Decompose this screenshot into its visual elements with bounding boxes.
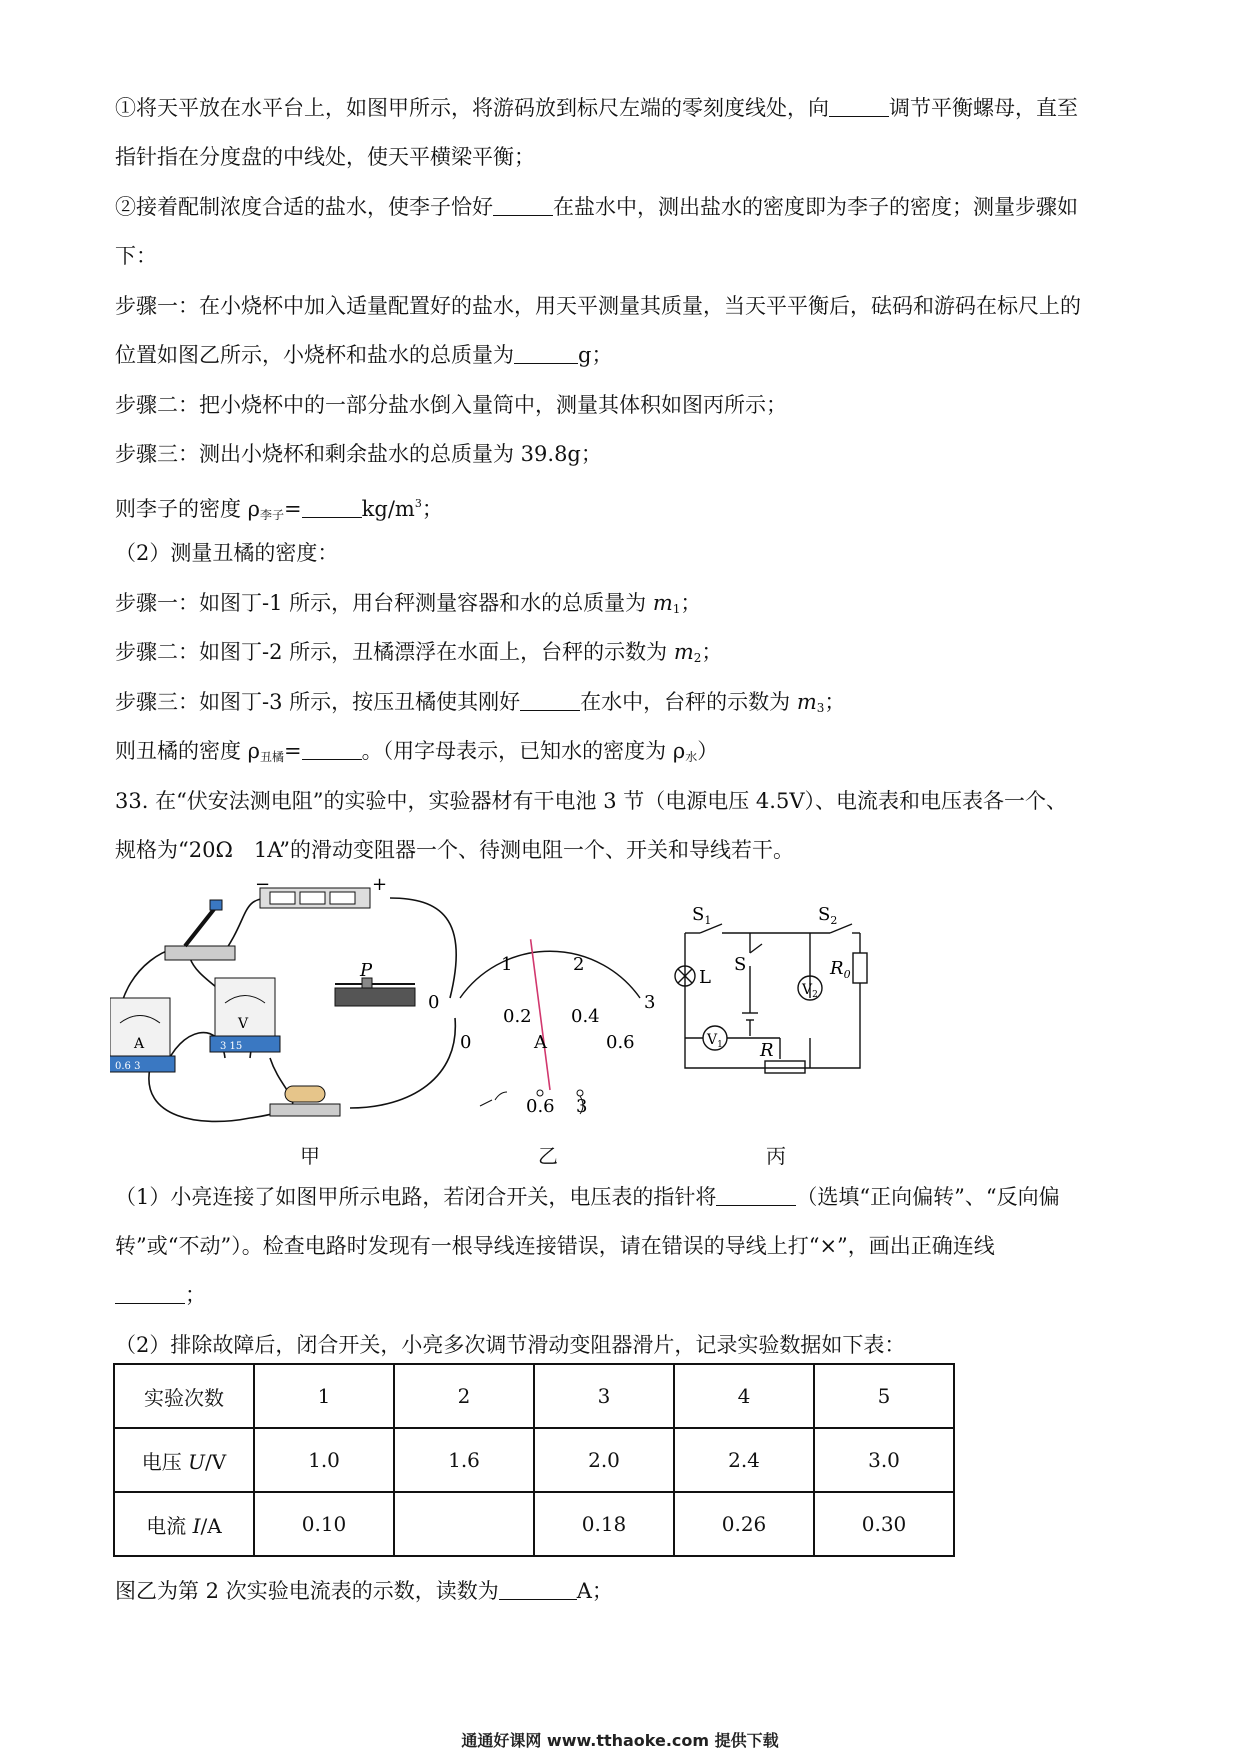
label-variable: I bbox=[192, 1513, 201, 1538]
switch bbox=[165, 900, 235, 960]
wire bbox=[270, 1058, 293, 1110]
table-cell: 2.0 bbox=[534, 1428, 674, 1492]
dial-upper-tick-3: 3 bbox=[644, 992, 656, 1013]
s1-label bbox=[692, 904, 711, 927]
ammeter-terminals: 0.6 3 bbox=[115, 1061, 141, 1072]
text-line-4: 下： bbox=[115, 244, 157, 268]
text-segment: = bbox=[284, 497, 302, 521]
dial-lower-tick-1: 0.2 bbox=[503, 1006, 532, 1027]
label-text: 电压 bbox=[141, 1449, 189, 1474]
table-cell: 1.6 bbox=[394, 1428, 534, 1492]
subscript: 1 bbox=[672, 602, 681, 616]
text-line-7: 步骤二：把小烧杯中的一部分盐水倒入量筒中，测量其体积如图丙所示； bbox=[115, 393, 787, 417]
text-line-3 bbox=[115, 192, 1125, 222]
s1-letter: S bbox=[692, 904, 705, 925]
answer-blank[interactable] bbox=[829, 96, 889, 117]
text-segment: 在水中，台秤的示数为 bbox=[580, 690, 797, 714]
wire bbox=[149, 1068, 290, 1121]
text-segment: 。（用字母表示，已知水的密度为 ρ bbox=[361, 739, 686, 763]
text-segment: kg/m bbox=[361, 497, 415, 521]
table-cell: 实验次数 bbox=[114, 1364, 254, 1428]
text-segment: 则李子的密度 ρ bbox=[115, 497, 261, 521]
text-segment: 图乙为第 2 次实验电流表的示数，读数为 bbox=[115, 1579, 499, 1603]
text-line-13 bbox=[115, 687, 1125, 723]
text-line-19 bbox=[115, 1280, 1125, 1310]
table-cell: 2.4 bbox=[674, 1428, 814, 1492]
text-segment: 步骤三：如图丁-3 所示，按压丑橘使其刚好 bbox=[115, 690, 521, 714]
row-label-voltage bbox=[114, 1428, 254, 1492]
text-segment: （选填“正向偏转”、“反向偏 bbox=[796, 1185, 1060, 1209]
table-cell: 3.0 bbox=[814, 1428, 954, 1492]
dial-upper-tick-0: 0 bbox=[428, 992, 440, 1013]
answer-blank[interactable] bbox=[115, 1283, 185, 1304]
table-row bbox=[114, 1428, 954, 1492]
answer-blank[interactable] bbox=[520, 690, 580, 711]
r0-sub: 0 bbox=[843, 968, 851, 981]
text-segment: 在盐水中，测出盐水的密度即为李子的密度；测量步骤如 bbox=[553, 195, 1078, 219]
dial-pointer bbox=[531, 939, 550, 1090]
wire bbox=[350, 1018, 455, 1108]
text-segment: ； bbox=[701, 640, 723, 664]
variable: m bbox=[796, 690, 817, 714]
s2-sub: 2 bbox=[830, 914, 838, 927]
subscript: 2 bbox=[693, 651, 702, 665]
label-text: 电流 bbox=[146, 1513, 193, 1538]
circuit-figure bbox=[110, 878, 990, 1168]
ammeter-dial bbox=[460, 939, 640, 1114]
v1-sub: 1 bbox=[717, 1040, 723, 1050]
s1-sub: 1 bbox=[704, 914, 712, 927]
variable: m bbox=[673, 640, 694, 664]
caption-jia: 甲 bbox=[300, 1144, 320, 1168]
table-cell: 2 bbox=[394, 1364, 534, 1428]
text-line-1 bbox=[115, 93, 1125, 123]
table-cell: 3 bbox=[534, 1364, 674, 1428]
table-cell: 0.30 bbox=[814, 1492, 954, 1556]
answer-blank[interactable] bbox=[499, 1579, 577, 1600]
table-cell: 1.0 bbox=[254, 1428, 394, 1492]
text-segment: 调节平衡螺母，直至 bbox=[889, 96, 1078, 120]
text-segment: ； bbox=[680, 591, 702, 615]
text-segment: ②接着配制浓度合适的盐水，使李子恰好 bbox=[115, 195, 493, 219]
page-footer: 通通好课网 www.tthaoke.com 提供下载 bbox=[461, 1731, 779, 1750]
label-unit: /A bbox=[200, 1513, 222, 1538]
label-unit: /V bbox=[205, 1449, 227, 1474]
table-cell: 0.18 bbox=[534, 1492, 674, 1556]
text-line-6 bbox=[115, 340, 1125, 370]
text-line-15: 33. 在“伏安法测电阻”的实验中，实验器材有干电池 3 节（电源电压 4.5V）、电流表和电压表各一个、 bbox=[115, 789, 1067, 813]
text-line-10: （2）测量丑橘的密度： bbox=[115, 541, 339, 565]
battery-plus: + bbox=[372, 878, 388, 895]
ammeter-label: A bbox=[134, 1036, 145, 1052]
figure-drawing bbox=[110, 878, 990, 1168]
table-cell: 0.26 bbox=[674, 1492, 814, 1556]
voltmeter-terminals: 3 15 bbox=[220, 1041, 243, 1052]
text-line-11 bbox=[115, 588, 1125, 624]
subscript: 丑橘 bbox=[260, 750, 285, 764]
table-cell: 5 bbox=[814, 1364, 954, 1428]
r0-letter: R bbox=[830, 958, 844, 979]
dial-unit: A bbox=[534, 1032, 547, 1053]
table-header-row bbox=[114, 1364, 954, 1428]
answer-blank[interactable] bbox=[514, 343, 578, 364]
text-line-9 bbox=[115, 489, 1125, 530]
answer-blank[interactable] bbox=[716, 1185, 796, 1206]
terminal-3-label: 3 bbox=[576, 1096, 588, 1117]
v2-sub: 2 bbox=[812, 990, 818, 1000]
text-segment: 步骤二：如图丁-2 所示，丑橘漂浮在水面上，台秤的示数为 bbox=[115, 640, 674, 664]
text-segment: ①将天平放在水平台上，如图甲所示，将游码放到标尺左端的零刻度线处，向 bbox=[115, 96, 829, 120]
answer-blank[interactable] bbox=[302, 497, 362, 518]
text-line-2: 指针指在分度盘的中线处，使天平横梁平衡； bbox=[115, 145, 535, 169]
rheostat bbox=[335, 978, 415, 1006]
text-segment: ； bbox=[185, 1283, 206, 1307]
answer-blank[interactable] bbox=[302, 739, 362, 760]
text-line-18: 转”或“不动”）。检查电路时发现有一根导线连接错误，请在错误的导线上打“×”，画出正确连线 bbox=[115, 1234, 995, 1258]
voltmeter-label: V bbox=[238, 1016, 249, 1032]
subscript: 3 bbox=[816, 701, 825, 715]
v2-letter: V bbox=[802, 982, 813, 998]
lamp-label: L bbox=[699, 967, 711, 988]
text-line-21 bbox=[115, 1576, 1125, 1606]
terminal-06-label: 0.6 bbox=[526, 1096, 555, 1117]
label-variable: U bbox=[188, 1449, 206, 1474]
r-label: R bbox=[760, 1040, 774, 1061]
dial-upper-tick-2: 2 bbox=[573, 954, 585, 975]
text-line-16: 规格为“20Ω 1A”的滑动变阻器一个、待测电阻一个、开关和导线若干。 bbox=[115, 838, 795, 862]
battery-minus: − bbox=[255, 878, 271, 895]
s2-label bbox=[818, 904, 837, 927]
table-cell: 0.10 bbox=[254, 1492, 394, 1556]
battery-pack bbox=[260, 888, 370, 908]
v1-letter: V bbox=[707, 1032, 718, 1048]
v2-label bbox=[801, 982, 818, 1000]
superscript: 3 bbox=[414, 497, 422, 510]
text-segment: 则丑橘的密度 ρ bbox=[115, 739, 261, 763]
text-segment: g； bbox=[578, 343, 613, 367]
caption-yi: 乙 bbox=[538, 1144, 558, 1168]
table-row bbox=[114, 1492, 954, 1556]
resistor bbox=[270, 1086, 340, 1116]
s2-letter: S bbox=[818, 904, 831, 925]
s-label: S bbox=[734, 954, 747, 975]
dial-lower-tick-2: 0.4 bbox=[571, 1006, 600, 1027]
table-cell: 4 bbox=[674, 1364, 814, 1428]
text-segment: 位置如图乙所示，小烧杯和盐水的总质量为 bbox=[115, 343, 514, 367]
text-line-5: 步骤一：在小烧杯中加入适量配置好的盐水，用天平测量其质量，当天平平衡后，砝码和游码在标尺上的 bbox=[115, 294, 1081, 318]
caption-bing: 丙 bbox=[766, 1144, 786, 1168]
text-line-17 bbox=[115, 1182, 1125, 1212]
variable: m bbox=[652, 591, 673, 615]
r0-label bbox=[829, 958, 851, 981]
text-line-12 bbox=[115, 637, 1125, 673]
text-segment: （1）小亮连接了如图甲所示电路，若闭合开关，电压表的指针将 bbox=[115, 1185, 717, 1209]
text-segment: = bbox=[284, 739, 302, 763]
text-line-20: （2）排除故障后，闭合开关，小亮多次调节滑动变阻器滑片，记录实验数据如下表： bbox=[115, 1333, 906, 1357]
text-segment: ； bbox=[824, 690, 846, 714]
subscript: 水 bbox=[685, 750, 698, 764]
answer-blank[interactable] bbox=[493, 195, 553, 216]
dial-lower-tick-3: 0.6 bbox=[606, 1032, 635, 1053]
text-segment: ； bbox=[421, 497, 443, 521]
subscript: 李子 bbox=[260, 508, 285, 522]
dial-upper-tick-1: 1 bbox=[501, 954, 513, 975]
text-line-14 bbox=[115, 736, 1125, 772]
data-table bbox=[113, 1363, 955, 1557]
dial-lower-tick-0: 0 bbox=[460, 1032, 472, 1053]
text-segment: ） bbox=[697, 739, 719, 763]
row-label-current bbox=[114, 1492, 254, 1556]
text-segment: A； bbox=[576, 1579, 613, 1603]
table-cell: 1 bbox=[254, 1364, 394, 1428]
text-line-8: 步骤三：测出小烧杯和剩余盐水的总质量为 39.8g； bbox=[115, 442, 602, 466]
text-segment: 步骤一：如图丁-1 所示，用台秤测量容器和水的总质量为 bbox=[115, 591, 653, 615]
table-cell bbox=[394, 1492, 534, 1556]
v1-label bbox=[706, 1032, 723, 1050]
slider-label: P bbox=[360, 960, 373, 981]
